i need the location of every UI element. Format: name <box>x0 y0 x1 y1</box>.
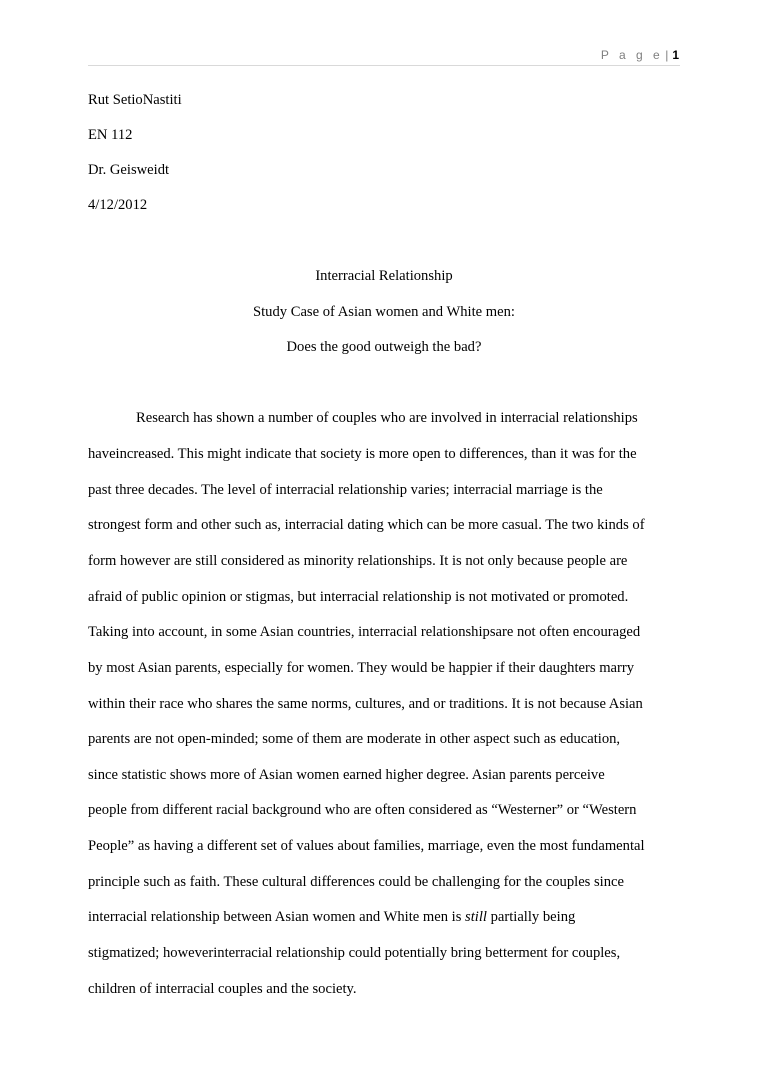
body-line: since statistic shows more of Asian women earned higher degree. Asian parents perceive <box>88 767 605 783</box>
body-line: principle such as faith. These cultural differences could be challenging for the couples since <box>88 874 624 890</box>
body-line: strongest form and other such as, interracial dating which can be more casual. The two kinds of <box>88 517 645 533</box>
body-line: haveincreased. This might indicate that society is more open to differences, than it was for the <box>88 446 637 462</box>
body-line <box>88 908 575 926</box>
essay-title: Interracial Relationship <box>315 268 453 284</box>
body-line: stigmatized; howeverinterracial relationship could potentially bring betterment for couples, <box>88 945 621 961</box>
body-line: Research has shown a number of couples who are involved in interracial relationships <box>136 410 638 426</box>
body-line: People” as having a different set of values about families, marriage, even the most fundamental <box>88 838 645 854</box>
essay-date: 4/12/2012 <box>88 197 148 213</box>
page-number: 1 <box>672 48 679 62</box>
essay-subtitle: Study Case of Asian women and White men: <box>253 304 515 320</box>
page-separator: | <box>665 48 669 62</box>
body-text-segment: interracial relationship between Asian women and White men is <box>88 909 466 925</box>
body-line: form however are still considered as minority relationships. It is not only because people are <box>88 553 628 569</box>
course-code: EN 112 <box>88 127 133 143</box>
body-line: Taking into account, in some Asian countries, interracial relationshipsare not often encouraged <box>88 624 641 640</box>
body-line: children of interracial couples and the society. <box>88 981 357 997</box>
essay-question: Does the good outweigh the bad? <box>286 339 482 355</box>
body-line: afraid of public opinion or stigmas, but interracial relationship is not motivated or promoted. <box>88 589 629 605</box>
body-line: past three decades. The level of interracial relationship varies; interracial marriage is the <box>88 482 603 498</box>
page-word: P a g e <box>600 48 664 62</box>
page-number-label <box>601 48 679 62</box>
emphasized-word: still <box>465 909 487 925</box>
body-line: within their race who shares the same norms, cultures, and or traditions. It is not because Asian <box>88 696 643 712</box>
page-header <box>88 44 680 66</box>
body-line: people from different racial background who are often considered as “Westerner” or “Western <box>88 802 637 818</box>
body-line: parents are not open-minded; some of them are moderate in other aspect such as education, <box>88 731 621 747</box>
author-name: Rut SetioNastiti <box>88 92 182 108</box>
instructor-name: Dr. Geisweidt <box>88 162 170 178</box>
body-text-segment: partially being <box>486 909 576 925</box>
body-line: by most Asian parents, especially for women. They would be happier if their daughters marry <box>88 660 635 676</box>
